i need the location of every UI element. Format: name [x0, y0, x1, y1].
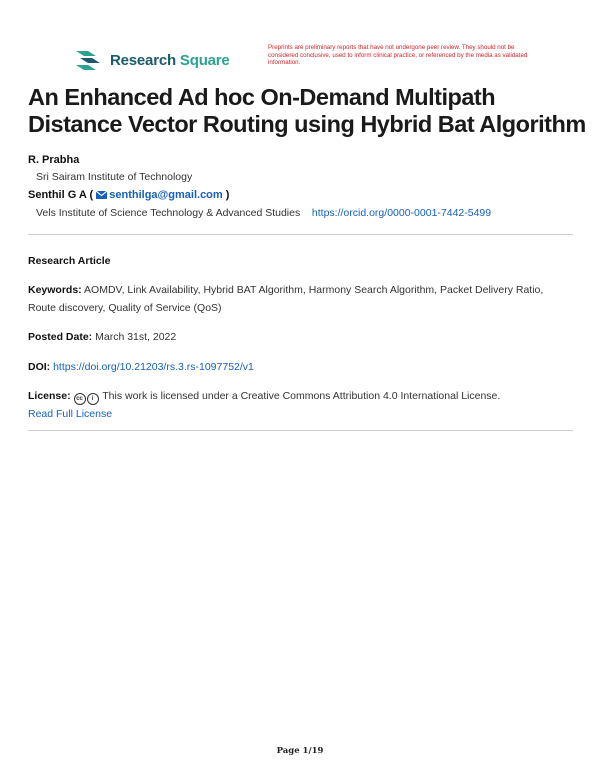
license-text: This work is licensed under a Creative Commons Attribution 4.0 International License. [102, 390, 501, 402]
keywords-field [28, 281, 573, 317]
logo-word-research: Research [110, 51, 176, 69]
mail-icon [96, 191, 107, 199]
license-label: License: [28, 390, 71, 402]
license-field [28, 387, 573, 423]
attribution-icon: i [87, 393, 99, 405]
posted-date-value: March 31st, 2022 [95, 331, 177, 343]
author-affiliation: Vels Institute of Science Technology & Advanced Studies [36, 207, 301, 219]
divider-bottom [28, 430, 573, 431]
logo-word-square: Square [179, 51, 230, 69]
page-number: Page 1/19 [276, 746, 324, 756]
research-square-logo[interactable] [74, 47, 230, 73]
doi-link[interactable]: https://doi.org/10.21203/rs.3.rs-1097752/v1 [53, 361, 254, 373]
keywords-label: Keywords: [28, 284, 82, 296]
author-email-link[interactable]: senthilga@gmail.com [109, 189, 223, 201]
creative-commons-icon: cc [74, 393, 86, 405]
keywords-value: AOMDV, Link Availability, Hybrid BAT Algorithm, Harmony Search Algorithm, Packet Delivery Ratio, Route discovery, Quality of Service (QoS) [28, 284, 544, 314]
email-paren-close: ) [225, 189, 230, 201]
orcid-link[interactable]: https://orcid.org/0000-0001-7442-5499 [311, 207, 492, 219]
doi-field [28, 358, 573, 376]
author-name: R. Prabha [28, 154, 80, 166]
author-name-with-email [28, 189, 229, 201]
author-name: Senthil G A [28, 189, 87, 201]
email-paren-open: ( [89, 189, 94, 201]
posted-date-field [28, 328, 573, 346]
research-square-logo-icon [74, 47, 104, 73]
preprint-disclaimer: Preprints are preliminary reports that have not undergone peer review. They should not be considered conclusive, used to inform clinical practice, or referenced by the media as validated information. [268, 44, 528, 67]
read-full-license-link[interactable]: Read Full License [28, 408, 113, 420]
author-affiliation: Sri Sairam Institute of Technology [36, 171, 193, 183]
logo-wordmark [110, 52, 230, 69]
paper-title: An Enhanced Ad hoc On-Demand Multipath Distance Vector Routing using Hybrid Bat Algorithm [28, 84, 586, 137]
article-type [28, 252, 573, 270]
article-type-label: Research Article [28, 255, 111, 267]
posted-date-label: Posted Date: [28, 331, 93, 343]
author-affiliation-row [36, 207, 491, 219]
doi-label: DOI: [28, 361, 51, 373]
divider-top [28, 234, 573, 235]
